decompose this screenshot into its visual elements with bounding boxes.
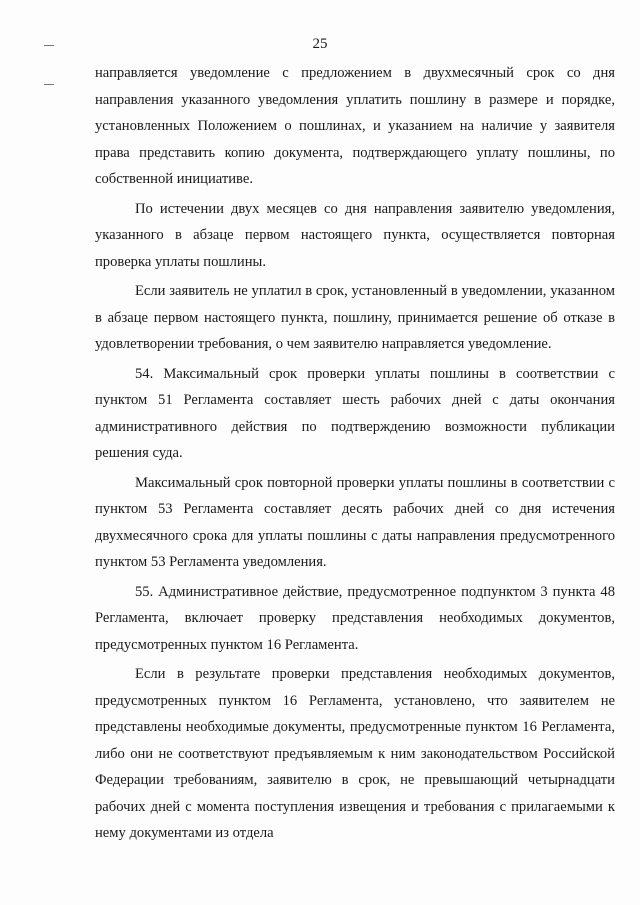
paragraph: Если в результате проверки представления необходимых документов, предусмотренных пунктом 16 Регламента, установлено, что заявителем не представлены необходимые документы, предусмотренные пунктом 16 Регламента, либо они не соответствуют предъявляемым к ним законодательством Российской Федерации требованиям, заявителю в срок, не превышающий четырнадцати рабочих дней с момента поступления извещения и требования с прилагаемыми к нему документами из отдела [95,666,615,841]
margin-mark [44,84,54,85]
paragraph: Максимальный срок повторной проверки уплаты пошлины в соответствии с пунктом 53 Регламента составляет десять рабочих дней со дня истечения двухмесячного срока для уплаты пошлины с даты направления предусмотренного пунктом 53 Регламента уведомления. [95,474,615,570]
page-number: 25 [312,36,328,52]
paragraph: Если заявитель не уплатил в срок, установленный в уведомлении, указанном в абзаце первом настоящего пункта, пошлину, принимается решение об отказе в удовлетворении требования, о чем заявителю направляется уведомление. [95,283,615,352]
document-body [95,60,615,850]
paragraph: 54. Максимальный срок проверки уплаты пошлины в соответствии с пунктом 51 Регламента составляет шесть рабочих дней с даты окончания административного действия по подтверждению возможности публикации решения суда. [95,365,615,461]
paragraph: направляется уведомление с предложением в двухмесячный срок со дня направления указанного уведомления уплатить пошлину в размере и порядке, установленных Положением о пошлинах, и указанием на наличие у заявителя права представить копию документа, подтверждающего уплату пошлины, по собственной инициативе. [95,65,615,187]
paragraph: 55. Административное действие, предусмотренное подпунктом 3 пункта 48 Регламента, включает проверку представления необходимых документов, предусмотренных пунктом 16 Регламента. [95,583,615,653]
paragraph: По истечении двух месяцев со дня направления заявителю уведомления, указанного в абзаце первом настоящего пункта, осуществляется повторная проверка уплаты пошлины. [95,200,615,270]
